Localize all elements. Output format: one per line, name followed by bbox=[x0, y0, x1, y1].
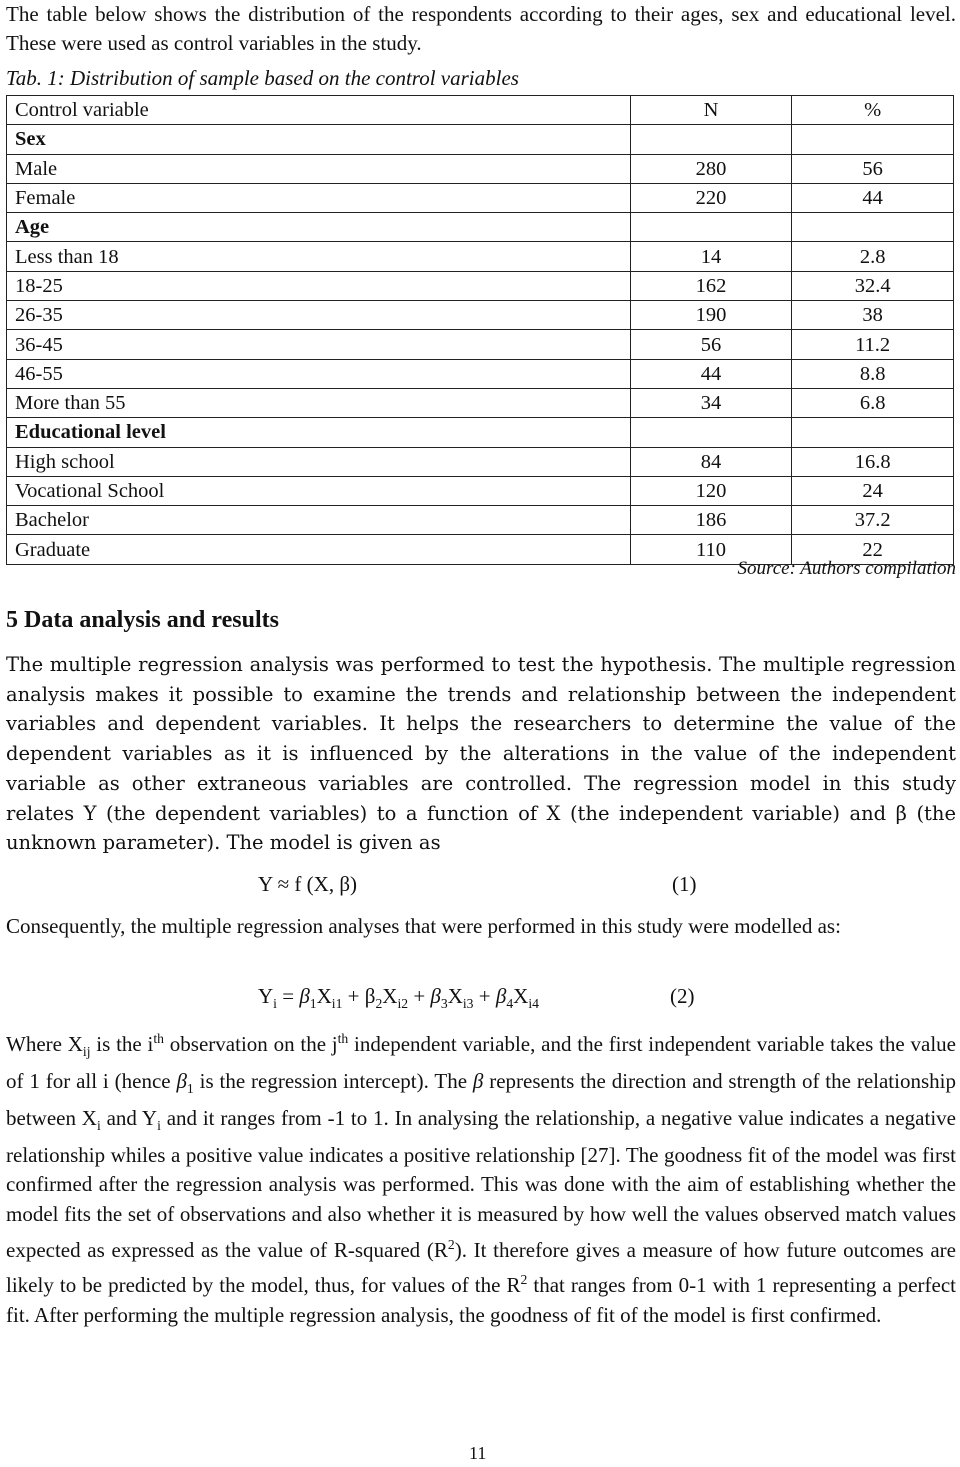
table-section-row bbox=[7, 125, 954, 154]
row-percent bbox=[792, 418, 954, 447]
table-source-note: Source: Authors compilation bbox=[737, 558, 956, 579]
row-label: More than 55 bbox=[7, 388, 631, 417]
row-n: 56 bbox=[630, 330, 791, 359]
equation-1: Y ≈ f (X, β) bbox=[258, 872, 357, 896]
table-row bbox=[7, 154, 954, 183]
row-percent: 37.2 bbox=[792, 506, 954, 535]
row-percent: 8.8 bbox=[792, 359, 954, 388]
table-caption: Tab. 1: Distribution of sample based on the control variables bbox=[6, 66, 519, 90]
page-number: 11 bbox=[469, 1443, 487, 1463]
row-n: 44 bbox=[630, 359, 791, 388]
paragraph-modelled-as: Consequently, the multiple regression analyses that were performed in this study were modelled as: bbox=[6, 914, 841, 938]
row-label: Vocational School bbox=[7, 476, 631, 505]
distribution-table bbox=[6, 95, 954, 565]
table-section-row bbox=[7, 418, 954, 447]
section-heading: 5 Data analysis and results bbox=[6, 607, 279, 633]
table-row bbox=[7, 447, 954, 476]
header-percent: % bbox=[792, 96, 954, 125]
paragraph-where-definitions: Where $X_{ij}$ is the $i^{th}$ observation on the $j^{th}$ independent variable, and the first independent variable takes the value of 1 for all i (hence $\beta_1$ is the regression intercept). The β represents the direction and strength of the relationship between $X_i$ and $Y_i$ and it ranges from -1 to 1. In analysing the relationship, a negative value indicates a negative relationship whiles a positive value indicates a positive relationship [27]. The goodness fit of the model was first confirmed after the regression analysis was performed. This was done with the aim of establishing whether the model fits the set of observations and also whether it is measured by how well the values observed match values expected as expressed as the value of R-squared $(R^2)$. It therefore gives a measure of how future outcomes are likely to be predicted by the model, thus, for values of the $R^2$ that ranges from 0-1 with 1 representing a perfect fit. After performing the multiple regression analysis, the goodness of fit of the model is first confirmed. bbox=[6, 1031, 957, 1328]
row-percent: 22 bbox=[792, 535, 954, 564]
row-percent: 2.8 bbox=[792, 242, 954, 271]
row-label: 36-45 bbox=[7, 330, 631, 359]
row-label: Graduate bbox=[7, 535, 631, 564]
row-n: 110 bbox=[630, 535, 791, 564]
row-percent: 24 bbox=[792, 476, 954, 505]
row-label: Female bbox=[7, 183, 631, 212]
row-label: Less than 18 bbox=[7, 242, 631, 271]
table-row bbox=[7, 183, 954, 212]
table-row bbox=[7, 388, 954, 417]
row-percent: 6.8 bbox=[792, 388, 954, 417]
row-n: 14 bbox=[630, 242, 791, 271]
table-row bbox=[7, 506, 954, 535]
row-n bbox=[630, 213, 791, 242]
table-section-row bbox=[7, 213, 954, 242]
row-label: 26-35 bbox=[7, 301, 631, 330]
row-n: 34 bbox=[630, 388, 791, 417]
row-n bbox=[630, 418, 791, 447]
table-row bbox=[7, 359, 954, 388]
table-row bbox=[7, 476, 954, 505]
equation-2-number: (2) bbox=[670, 984, 695, 1008]
row-n: 220 bbox=[630, 183, 791, 212]
row-label: 18-25 bbox=[7, 271, 631, 300]
row-n bbox=[630, 125, 791, 154]
row-percent: 38 bbox=[792, 301, 954, 330]
row-label: Male bbox=[7, 154, 631, 183]
row-percent: 44 bbox=[792, 183, 954, 212]
equation-2: $Y_i = \beta_1X_{i1} + \beta_2X_{i2} + \beta_3X_{i3} + \beta_4X_{i4}$ bbox=[258, 984, 539, 1012]
equation-1-number: (1) bbox=[672, 872, 697, 896]
table-row bbox=[7, 301, 954, 330]
table-row bbox=[7, 271, 954, 300]
row-percent: 11.2 bbox=[792, 330, 954, 359]
row-percent bbox=[792, 213, 954, 242]
table-row bbox=[7, 242, 954, 271]
header-control-variable: Control variable bbox=[7, 96, 631, 125]
table-header-row bbox=[7, 96, 954, 125]
header-n: N bbox=[630, 96, 791, 125]
row-n: 84 bbox=[630, 447, 791, 476]
row-label: Educational level bbox=[7, 418, 631, 447]
row-label: Bachelor bbox=[7, 506, 631, 535]
intro-paragraph: The table below shows the distribution of the respondents according to their ages, sex and educational level. These were used as control variables in the study. bbox=[6, 2, 956, 55]
row-label: 46-55 bbox=[7, 359, 631, 388]
row-label: High school bbox=[7, 447, 631, 476]
row-n: 162 bbox=[630, 271, 791, 300]
table-row bbox=[7, 330, 954, 359]
row-n: 280 bbox=[630, 154, 791, 183]
row-label: Age bbox=[7, 213, 631, 242]
row-percent: 56 bbox=[792, 154, 954, 183]
row-n: 120 bbox=[630, 476, 791, 505]
row-label: Sex bbox=[7, 125, 631, 154]
row-n: 186 bbox=[630, 506, 791, 535]
row-percent: 32.4 bbox=[792, 271, 954, 300]
row-percent bbox=[792, 125, 954, 154]
paragraph-regression-intro: The multiple regression analysis was performed to test the hypothesis. The multiple regression analysis makes it possible to examine the trends and relationship between the independent variables and dependent variables. It helps the researchers to determine the value of the dependent variables as it is influenced by the alterations in the value of the independent variable as other extraneous variables are controlled. The regression model in this study relates Y (the dependent variables) to a function of X (the independent variable) and β (the unknown parameter). The model is given as bbox=[6, 653, 956, 855]
row-percent: 16.8 bbox=[792, 447, 954, 476]
row-n: 190 bbox=[630, 301, 791, 330]
